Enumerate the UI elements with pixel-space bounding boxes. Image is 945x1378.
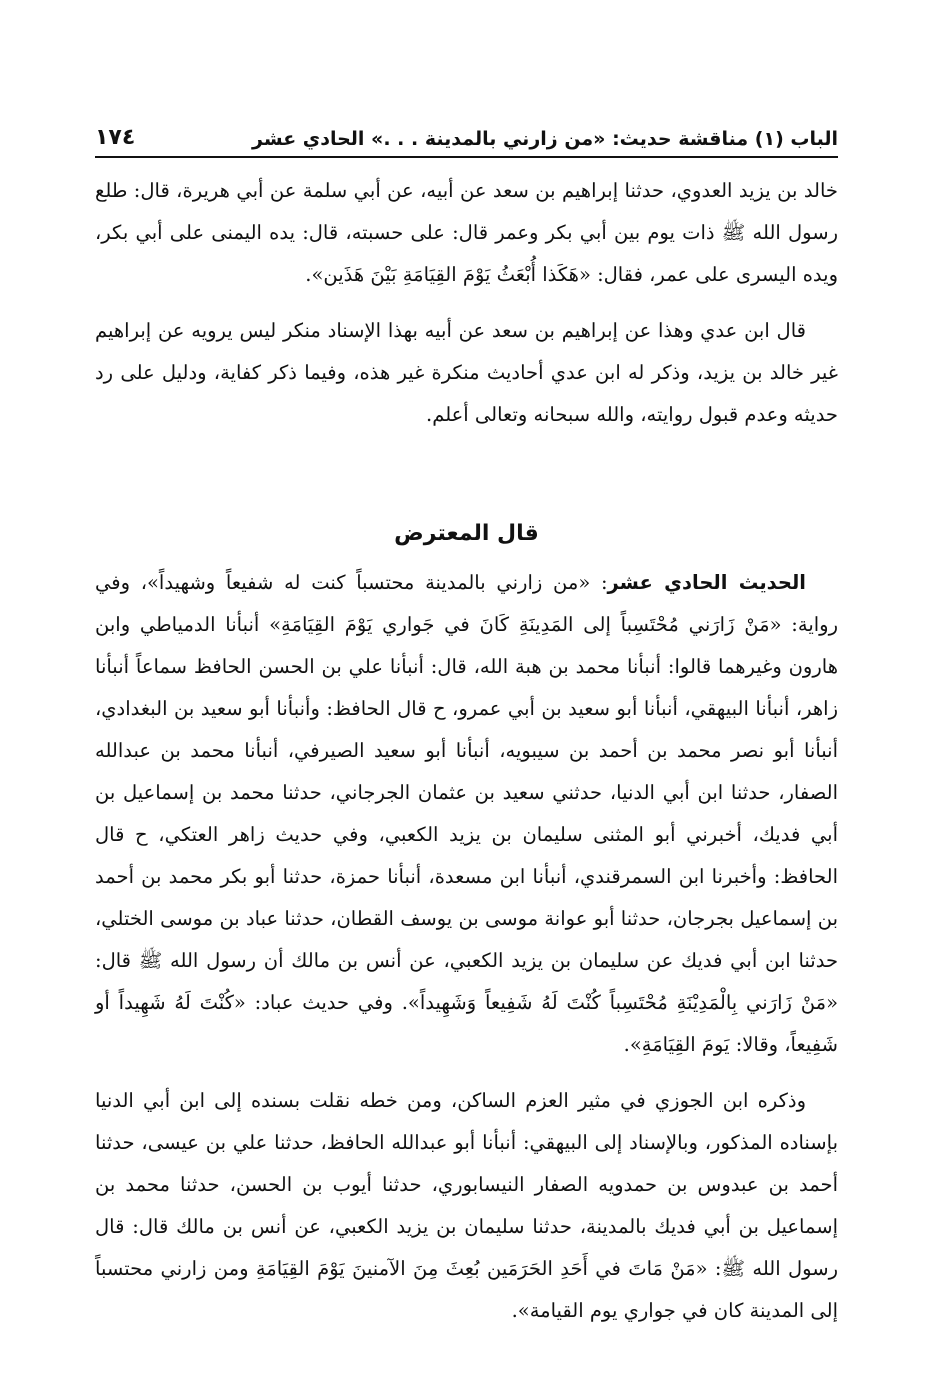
- paragraph-hadith-text: خالد بن يزيد العدوي، حدثنا إبراهيم بن سعد عن أبيه، عن أبي سلمة عن أبي هريرة، قال: طلع رسول الله ﷺ ذات يوم بين أبي بكر وعمر قال: على حسبته، قال: يده اليمنى على أبي بكر، ويده اليسرى على عمر، فقال: «هَكَذا أُبْعَثُ يَوْمَ القِيَامَةِ بَيْنَ هَذَين».: [95, 179, 838, 286]
- hadith-isnad-text: : «من زارني بالمدينة محتسباً كنت له شفيعاً وشهيداً»، وفي رواية: «مَنْ زَارَني مُحْتَسِباً إلى المَدِينَةِ كَانَ في جَواري يَوْمَ القِيَامَةِ» أنبأنا الدمياطي وابن هارون وغيرهما قالوا: أنبأنا محمد بن هبة الله، قال: أنبأنا علي بن الحسن الحافظ سماعاً أنبأنا زاهر، أنبأنا البيهقي، أنبأنا أبو سعيد بن أبي عمرو، ح قال الحافظ: وأنبأنا أبو سعيد بن البغدادي، أنبأنا أبو نصر محمد بن أحمد بن سيبويه، أنبأنا أبو سعيد الصيرفي، أنبأنا محمد بن عبدالله الصفار، حدثنا ابن أبي الدنيا، حدثني سعيد بن عثمان الجرجاني، حدثنا محمد بن إسماعيل بن أبي فديك، أخبرني أبو المثنى سليمان بن يزيد الكعبي، وفي حديث زاهر العتكي، ح قال الحافظ: وأخبرنا ابن السمرقندي، أنبأنا ابن مسعدة، أنبأنا حمزة، حدثنا أبو بكر محمد بن أحمد بن إسماعيل بجرجان، حدثنا أبو عوانة موسى بن يوسف القطان، حدثنا عباد بن موسى الختلي، حدثنا ابن أبي فديك عن سليمان بن يزيد الكعبي، عن أنس بن مالك أن رسول الله ﷺ قال: «مَنْ زَارَني بِالْمَدِيْنَةِ مُحْتَسِباً كُنْتَ لَهُ شَفِيعاً وَشَهِيداً». وفي حديث عباد: «كُنْتَ لَهُ شَهِيداً أو شَفِيعاً، وقالا: يَومَ القِيَامَةِ».: [95, 571, 838, 1056]
- paragraph-ibn-al-jawzi: وذكره ابن الجوزي في مثير العزم الساكن، ومن خطه نقلت بسنده إلى ابن أبي الدنيا بإسناده المذكور، وبالإسناد إلى البيهقي: أنبأنا أبو عبدالله الحافظ، حدثنا علي بن عيسى، حدثنا أحمد بن عبدوس بن حمدويه الصفار النيسابوري، حدثنا أيوب بن الحسن، حدثنا محمد بن إسماعيل بن أبي فديك بالمدينة، حدثنا سليمان بن يزيد الكعبي، عن أنس بن مالك قال: قال رسول الله ﷺ: «مَنْ مَاتَ في أَحَدِ الحَرَمَين بُعِثَ مِنَ الآمنينَ يَوْمَ القِيَامَةِ ومن زارني محتسباً إلى المدينة كان في جواري يوم القيامة».: [95, 1089, 838, 1322]
- chapter-title: الباب (١) مناقشة حديث: «من زارني بالمدينة . . .» الحادي عشر: [252, 128, 838, 150]
- section-heading: قال المعترض: [394, 521, 539, 546]
- paragraph-eleventh-hadith: [95, 562, 838, 1066]
- running-header: [95, 110, 838, 158]
- page-number: ١٧٤: [95, 125, 136, 150]
- book-page: [95, 110, 838, 1332]
- paragraph-ibn-adi-comment: قال ابن عدي وهذا عن إبراهيم بن سعد عن أبيه بهذا الإسناد منكر ليس يرويه عن إبراهيم غير خالد بن يزيد، وذكر له ابن عدي أحاديث منكرة غير هذه، وفيما ذكر كفاية، ودليل على رد حديثه وعدم قبول روايته، والله سبحانه وتعالى أعلم.: [95, 319, 838, 426]
- hadith-label: الحديث الحادي عشر: [607, 571, 806, 594]
